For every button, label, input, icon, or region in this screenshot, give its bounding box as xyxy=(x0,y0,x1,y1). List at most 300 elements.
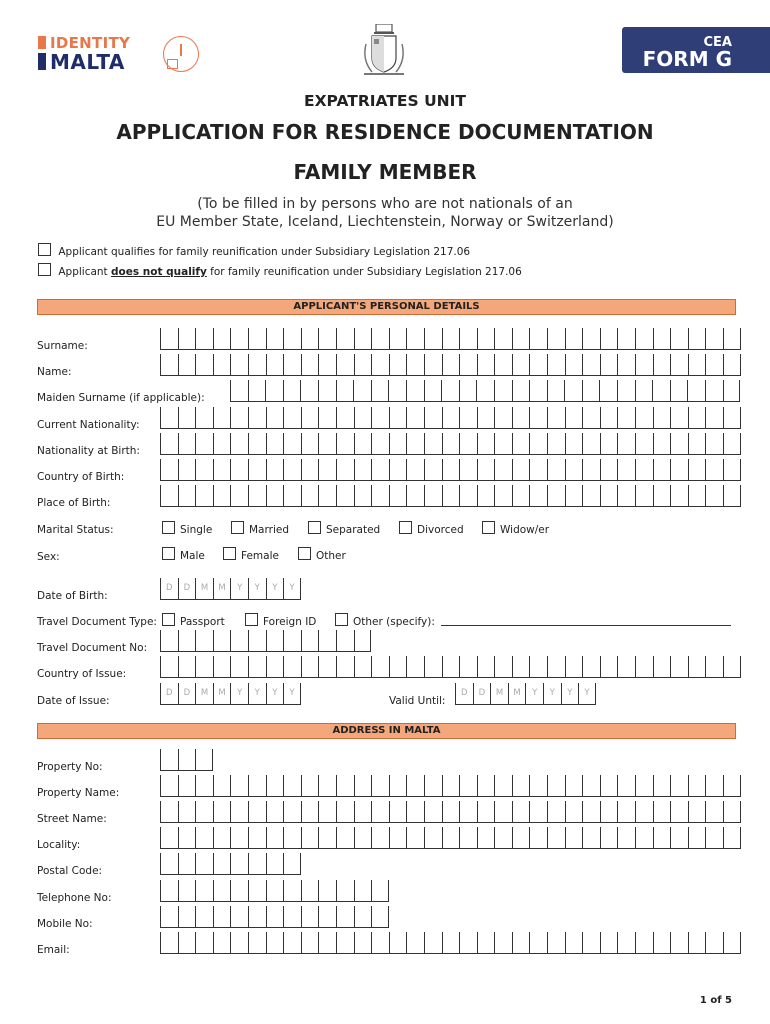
input-cell[interactable] xyxy=(230,407,248,429)
input-cell[interactable] xyxy=(565,775,583,797)
input-cell[interactable] xyxy=(195,433,213,455)
input-cell[interactable] xyxy=(635,827,653,849)
input-cell[interactable] xyxy=(529,656,547,678)
property-name-input[interactable] xyxy=(160,775,741,798)
input-cell[interactable] xyxy=(529,328,547,350)
input-cell[interactable] xyxy=(336,407,354,429)
input-cell[interactable] xyxy=(213,459,231,481)
input-cell[interactable] xyxy=(160,775,178,797)
input-cell[interactable] xyxy=(525,683,543,705)
input-cell[interactable] xyxy=(248,775,266,797)
input-cell[interactable] xyxy=(301,485,319,507)
input-cell[interactable] xyxy=(653,827,671,849)
input-cell[interactable] xyxy=(600,433,618,455)
input-cell[interactable] xyxy=(617,932,635,954)
input-cell[interactable] xyxy=(477,354,495,376)
input-cell[interactable] xyxy=(389,932,407,954)
input-cell[interactable] xyxy=(371,380,389,402)
input-cell[interactable] xyxy=(477,485,495,507)
input-cell[interactable] xyxy=(283,328,301,350)
input-cell[interactable] xyxy=(494,656,512,678)
input-cell[interactable] xyxy=(459,827,477,849)
input-cell[interactable] xyxy=(442,827,460,849)
input-cell[interactable] xyxy=(248,407,266,429)
input-cell[interactable] xyxy=(617,801,635,823)
input-cell[interactable] xyxy=(688,801,706,823)
input-cell[interactable] xyxy=(248,827,266,849)
input-cell[interactable] xyxy=(600,775,618,797)
input-cell[interactable] xyxy=(565,801,583,823)
input-cell[interactable] xyxy=(582,801,600,823)
input-cell[interactable] xyxy=(230,880,248,902)
input-cell[interactable] xyxy=(599,380,617,402)
input-cell[interactable] xyxy=(653,354,671,376)
input-cell[interactable] xyxy=(688,656,706,678)
input-cell[interactable] xyxy=(547,801,565,823)
input-cell[interactable] xyxy=(600,459,618,481)
input-cell[interactable] xyxy=(477,827,495,849)
travel-doc-no-input[interactable] xyxy=(160,630,371,653)
input-cell[interactable] xyxy=(565,485,583,507)
input-cell[interactable] xyxy=(160,932,178,954)
input-cell[interactable] xyxy=(688,328,706,350)
input-cell[interactable] xyxy=(617,827,635,849)
input-cell[interactable] xyxy=(160,407,178,429)
input-cell[interactable] xyxy=(565,827,583,849)
input-cell[interactable] xyxy=(178,578,196,600)
marital-separated-option[interactable] xyxy=(308,521,380,536)
input-cell[interactable] xyxy=(652,380,670,402)
input-cell[interactable] xyxy=(406,801,424,823)
telephone-input[interactable] xyxy=(160,880,389,903)
input-cell[interactable] xyxy=(442,656,460,678)
input-cell[interactable] xyxy=(230,656,248,678)
input-cell[interactable] xyxy=(318,932,336,954)
input-cell[interactable] xyxy=(477,932,495,954)
input-cell[interactable] xyxy=(301,880,319,902)
input-cell[interactable] xyxy=(336,801,354,823)
input-cell[interactable] xyxy=(336,328,354,350)
input-cell[interactable] xyxy=(318,775,336,797)
input-cell[interactable] xyxy=(635,775,653,797)
input-cell[interactable] xyxy=(195,459,213,481)
input-cell[interactable] xyxy=(318,433,336,455)
input-cell[interactable] xyxy=(353,380,371,402)
input-cell[interactable] xyxy=(670,407,688,429)
input-cell[interactable] xyxy=(705,775,723,797)
name-input[interactable] xyxy=(160,354,741,377)
input-cell[interactable] xyxy=(195,485,213,507)
input-cell[interactable] xyxy=(547,407,565,429)
input-cell[interactable] xyxy=(600,354,618,376)
input-cell[interactable] xyxy=(670,485,688,507)
input-cell[interactable] xyxy=(283,380,301,402)
input-cell[interactable] xyxy=(301,801,319,823)
input-cell[interactable] xyxy=(705,459,723,481)
input-cell[interactable] xyxy=(635,801,653,823)
marital-divorced-option[interactable] xyxy=(399,521,464,536)
input-cell[interactable] xyxy=(635,459,653,481)
doc-passport-checkbox[interactable] xyxy=(162,613,175,626)
input-cell[interactable] xyxy=(266,630,284,652)
input-cell[interactable] xyxy=(635,380,653,402)
input-cell[interactable] xyxy=(371,433,389,455)
input-cell[interactable] xyxy=(266,328,284,350)
input-cell[interactable] xyxy=(635,932,653,954)
input-cell[interactable] xyxy=(582,656,600,678)
input-cell[interactable] xyxy=(512,380,530,402)
input-cell[interactable] xyxy=(442,775,460,797)
input-cell[interactable] xyxy=(565,656,583,678)
input-cell[interactable] xyxy=(653,407,671,429)
input-cell[interactable] xyxy=(459,433,477,455)
input-cell[interactable] xyxy=(406,459,424,481)
input-cell[interactable] xyxy=(354,459,372,481)
input-cell[interactable] xyxy=(442,801,460,823)
current-nationality-input[interactable] xyxy=(160,407,741,430)
marital-widow-checkbox[interactable] xyxy=(482,521,495,534)
input-cell[interactable] xyxy=(473,683,491,705)
input-cell[interactable] xyxy=(582,459,600,481)
input-cell[interactable] xyxy=(389,407,407,429)
input-cell[interactable] xyxy=(301,328,319,350)
surname-input[interactable] xyxy=(160,328,741,351)
marital-single-option[interactable] xyxy=(162,521,212,536)
qualifies-checkbox[interactable] xyxy=(38,243,51,256)
input-cell[interactable] xyxy=(723,354,741,376)
input-cell[interactable] xyxy=(705,354,723,376)
sex-male-checkbox[interactable] xyxy=(162,547,175,560)
input-cell[interactable] xyxy=(424,932,442,954)
input-cell[interactable] xyxy=(178,407,196,429)
input-cell[interactable] xyxy=(195,354,213,376)
input-cell[interactable] xyxy=(723,775,741,797)
input-cell[interactable] xyxy=(318,380,336,402)
input-cell[interactable] xyxy=(508,683,526,705)
input-cell[interactable] xyxy=(529,407,547,429)
input-cell[interactable] xyxy=(160,827,178,849)
input-cell[interactable] xyxy=(230,801,248,823)
input-cell[interactable] xyxy=(354,906,372,928)
input-cell[interactable] xyxy=(266,775,284,797)
input-cell[interactable] xyxy=(318,630,336,652)
sex-female-checkbox[interactable] xyxy=(223,547,236,560)
input-cell[interactable] xyxy=(477,328,495,350)
input-cell[interactable] xyxy=(178,656,196,678)
input-cell[interactable] xyxy=(494,932,512,954)
input-cell[interactable] xyxy=(547,485,565,507)
input-cell[interactable] xyxy=(354,932,372,954)
input-cell[interactable] xyxy=(543,683,561,705)
input-cell[interactable] xyxy=(442,407,460,429)
input-cell[interactable] xyxy=(371,801,389,823)
postal-code-input[interactable] xyxy=(160,853,301,876)
not-qualify-checkbox[interactable] xyxy=(38,263,51,276)
input-cell[interactable] xyxy=(547,932,565,954)
input-cell[interactable] xyxy=(230,433,248,455)
input-cell[interactable] xyxy=(455,683,473,705)
input-cell[interactable] xyxy=(336,433,354,455)
input-cell[interactable] xyxy=(477,656,495,678)
input-cell[interactable] xyxy=(406,775,424,797)
input-cell[interactable] xyxy=(565,433,583,455)
input-cell[interactable] xyxy=(283,578,301,600)
input-cell[interactable] xyxy=(195,683,213,705)
input-cell[interactable] xyxy=(318,354,336,376)
input-cell[interactable] xyxy=(318,906,336,928)
input-cell[interactable] xyxy=(406,380,424,402)
input-cell[interactable] xyxy=(336,459,354,481)
input-cell[interactable] xyxy=(561,683,579,705)
input-cell[interactable] xyxy=(354,801,372,823)
input-cell[interactable] xyxy=(688,932,706,954)
input-cell[interactable] xyxy=(547,433,565,455)
input-cell[interactable] xyxy=(565,459,583,481)
input-cell[interactable] xyxy=(705,407,723,429)
input-cell[interactable] xyxy=(248,932,266,954)
input-cell[interactable] xyxy=(283,433,301,455)
input-cell[interactable] xyxy=(266,932,284,954)
input-cell[interactable] xyxy=(459,354,477,376)
input-cell[interactable] xyxy=(371,880,389,902)
input-cell[interactable] xyxy=(529,433,547,455)
input-cell[interactable] xyxy=(178,354,196,376)
input-cell[interactable] xyxy=(687,380,705,402)
input-cell[interactable] xyxy=(301,630,319,652)
input-cell[interactable] xyxy=(213,407,231,429)
input-cell[interactable] xyxy=(424,407,442,429)
input-cell[interactable] xyxy=(512,433,530,455)
input-cell[interactable] xyxy=(266,354,284,376)
input-cell[interactable] xyxy=(600,407,618,429)
input-cell[interactable] xyxy=(635,485,653,507)
input-cell[interactable] xyxy=(195,853,213,875)
input-cell[interactable] xyxy=(371,407,389,429)
input-cell[interactable] xyxy=(354,328,372,350)
input-cell[interactable] xyxy=(723,433,741,455)
input-cell[interactable] xyxy=(301,775,319,797)
input-cell[interactable] xyxy=(301,656,319,678)
nationality-at-birth-input[interactable] xyxy=(160,433,741,456)
input-cell[interactable] xyxy=(459,407,477,429)
input-cell[interactable] xyxy=(670,433,688,455)
input-cell[interactable] xyxy=(723,328,741,350)
input-cell[interactable] xyxy=(617,354,635,376)
input-cell[interactable] xyxy=(705,827,723,849)
country-of-issue-input[interactable] xyxy=(160,656,741,679)
input-cell[interactable] xyxy=(565,407,583,429)
input-cell[interactable] xyxy=(653,433,671,455)
input-cell[interactable] xyxy=(301,407,319,429)
input-cell[interactable] xyxy=(354,354,372,376)
input-cell[interactable] xyxy=(230,683,248,705)
input-cell[interactable] xyxy=(283,656,301,678)
input-cell[interactable] xyxy=(512,656,530,678)
input-cell[interactable] xyxy=(318,801,336,823)
input-cell[interactable] xyxy=(723,827,741,849)
input-cell[interactable] xyxy=(442,932,460,954)
input-cell[interactable] xyxy=(283,485,301,507)
input-cell[interactable] xyxy=(160,459,178,481)
input-cell[interactable] xyxy=(635,407,653,429)
input-cell[interactable] xyxy=(389,485,407,507)
input-cell[interactable] xyxy=(512,801,530,823)
input-cell[interactable] xyxy=(266,880,284,902)
input-cell[interactable] xyxy=(529,485,547,507)
input-cell[interactable] xyxy=(547,775,565,797)
input-cell[interactable] xyxy=(723,801,741,823)
input-cell[interactable] xyxy=(371,775,389,797)
input-cell[interactable] xyxy=(178,433,196,455)
input-cell[interactable] xyxy=(406,485,424,507)
input-cell[interactable] xyxy=(705,801,723,823)
input-cell[interactable] xyxy=(617,459,635,481)
input-cell[interactable] xyxy=(547,656,565,678)
input-cell[interactable] xyxy=(213,775,231,797)
input-cell[interactable] xyxy=(195,749,213,771)
input-cell[interactable] xyxy=(195,407,213,429)
sex-other-checkbox[interactable] xyxy=(298,547,311,560)
input-cell[interactable] xyxy=(160,853,178,875)
input-cell[interactable] xyxy=(670,328,688,350)
input-cell[interactable] xyxy=(547,328,565,350)
input-cell[interactable] xyxy=(565,932,583,954)
input-cell[interactable] xyxy=(494,407,512,429)
input-cell[interactable] xyxy=(476,380,494,402)
input-cell[interactable] xyxy=(283,683,301,705)
input-cell[interactable] xyxy=(266,906,284,928)
input-cell[interactable] xyxy=(529,932,547,954)
input-cell[interactable] xyxy=(582,354,600,376)
input-cell[interactable] xyxy=(529,801,547,823)
input-cell[interactable] xyxy=(178,932,196,954)
input-cell[interactable] xyxy=(442,459,460,481)
input-cell[interactable] xyxy=(301,354,319,376)
input-cell[interactable] xyxy=(459,380,477,402)
input-cell[interactable] xyxy=(248,853,266,875)
input-cell[interactable] xyxy=(266,853,284,875)
input-cell[interactable] xyxy=(494,827,512,849)
input-cell[interactable] xyxy=(230,485,248,507)
input-cell[interactable] xyxy=(178,775,196,797)
input-cell[interactable] xyxy=(248,656,266,678)
input-cell[interactable] xyxy=(490,683,508,705)
input-cell[interactable] xyxy=(600,656,618,678)
input-cell[interactable] xyxy=(318,485,336,507)
input-cell[interactable] xyxy=(459,485,477,507)
input-cell[interactable] xyxy=(318,328,336,350)
input-cell[interactable] xyxy=(723,407,741,429)
input-cell[interactable] xyxy=(195,827,213,849)
input-cell[interactable] xyxy=(565,354,583,376)
input-cell[interactable] xyxy=(653,932,671,954)
input-cell[interactable] xyxy=(301,433,319,455)
input-cell[interactable] xyxy=(600,827,618,849)
input-cell[interactable] xyxy=(494,459,512,481)
input-cell[interactable] xyxy=(178,630,196,652)
input-cell[interactable] xyxy=(213,630,231,652)
input-cell[interactable] xyxy=(354,656,372,678)
input-cell[interactable] xyxy=(213,578,231,600)
input-cell[interactable] xyxy=(406,433,424,455)
input-cell[interactable] xyxy=(248,880,266,902)
input-cell[interactable] xyxy=(371,354,389,376)
input-cell[interactable] xyxy=(578,683,596,705)
input-cell[interactable] xyxy=(582,380,600,402)
input-cell[interactable] xyxy=(195,578,213,600)
input-cell[interactable] xyxy=(512,932,530,954)
input-cell[interactable] xyxy=(512,354,530,376)
input-cell[interactable] xyxy=(336,656,354,678)
input-cell[interactable] xyxy=(160,433,178,455)
input-cell[interactable] xyxy=(336,485,354,507)
input-cell[interactable] xyxy=(406,328,424,350)
input-cell[interactable] xyxy=(477,433,495,455)
input-cell[interactable] xyxy=(653,801,671,823)
input-cell[interactable] xyxy=(688,459,706,481)
doc-other-option[interactable] xyxy=(335,613,435,628)
input-cell[interactable] xyxy=(195,880,213,902)
input-cell[interactable] xyxy=(178,485,196,507)
input-cell[interactable] xyxy=(389,827,407,849)
input-cell[interactable] xyxy=(160,749,178,771)
input-cell[interactable] xyxy=(582,827,600,849)
input-cell[interactable] xyxy=(160,630,178,652)
input-cell[interactable] xyxy=(230,380,248,402)
valid-until-input[interactable] xyxy=(455,683,596,706)
property-no-input[interactable] xyxy=(160,749,213,772)
input-cell[interactable] xyxy=(670,775,688,797)
input-cell[interactable] xyxy=(160,880,178,902)
input-cell[interactable] xyxy=(230,578,248,600)
doc-other-specify-line[interactable] xyxy=(441,625,731,626)
input-cell[interactable] xyxy=(248,801,266,823)
locality-input[interactable] xyxy=(160,827,741,850)
input-cell[interactable] xyxy=(635,354,653,376)
input-cell[interactable] xyxy=(512,407,530,429)
input-cell[interactable] xyxy=(248,485,266,507)
input-cell[interactable] xyxy=(354,485,372,507)
input-cell[interactable] xyxy=(248,433,266,455)
input-cell[interactable] xyxy=(442,354,460,376)
place-of-birth-input[interactable] xyxy=(160,485,741,508)
input-cell[interactable] xyxy=(600,932,618,954)
input-cell[interactable] xyxy=(582,485,600,507)
input-cell[interactable] xyxy=(494,433,512,455)
input-cell[interactable] xyxy=(529,380,547,402)
input-cell[interactable] xyxy=(424,485,442,507)
sex-female-option[interactable] xyxy=(223,547,279,562)
mobile-input[interactable] xyxy=(160,906,389,929)
input-cell[interactable] xyxy=(336,630,354,652)
input-cell[interactable] xyxy=(529,827,547,849)
input-cell[interactable] xyxy=(178,827,196,849)
input-cell[interactable] xyxy=(318,656,336,678)
input-cell[interactable] xyxy=(459,775,477,797)
input-cell[interactable] xyxy=(213,656,231,678)
input-cell[interactable] xyxy=(617,328,635,350)
input-cell[interactable] xyxy=(494,380,512,402)
input-cell[interactable] xyxy=(670,656,688,678)
input-cell[interactable] xyxy=(424,801,442,823)
input-cell[interactable] xyxy=(406,407,424,429)
input-cell[interactable] xyxy=(617,407,635,429)
input-cell[interactable] xyxy=(723,932,741,954)
input-cell[interactable] xyxy=(582,328,600,350)
input-cell[interactable] xyxy=(248,630,266,652)
input-cell[interactable] xyxy=(301,827,319,849)
input-cell[interactable] xyxy=(512,485,530,507)
